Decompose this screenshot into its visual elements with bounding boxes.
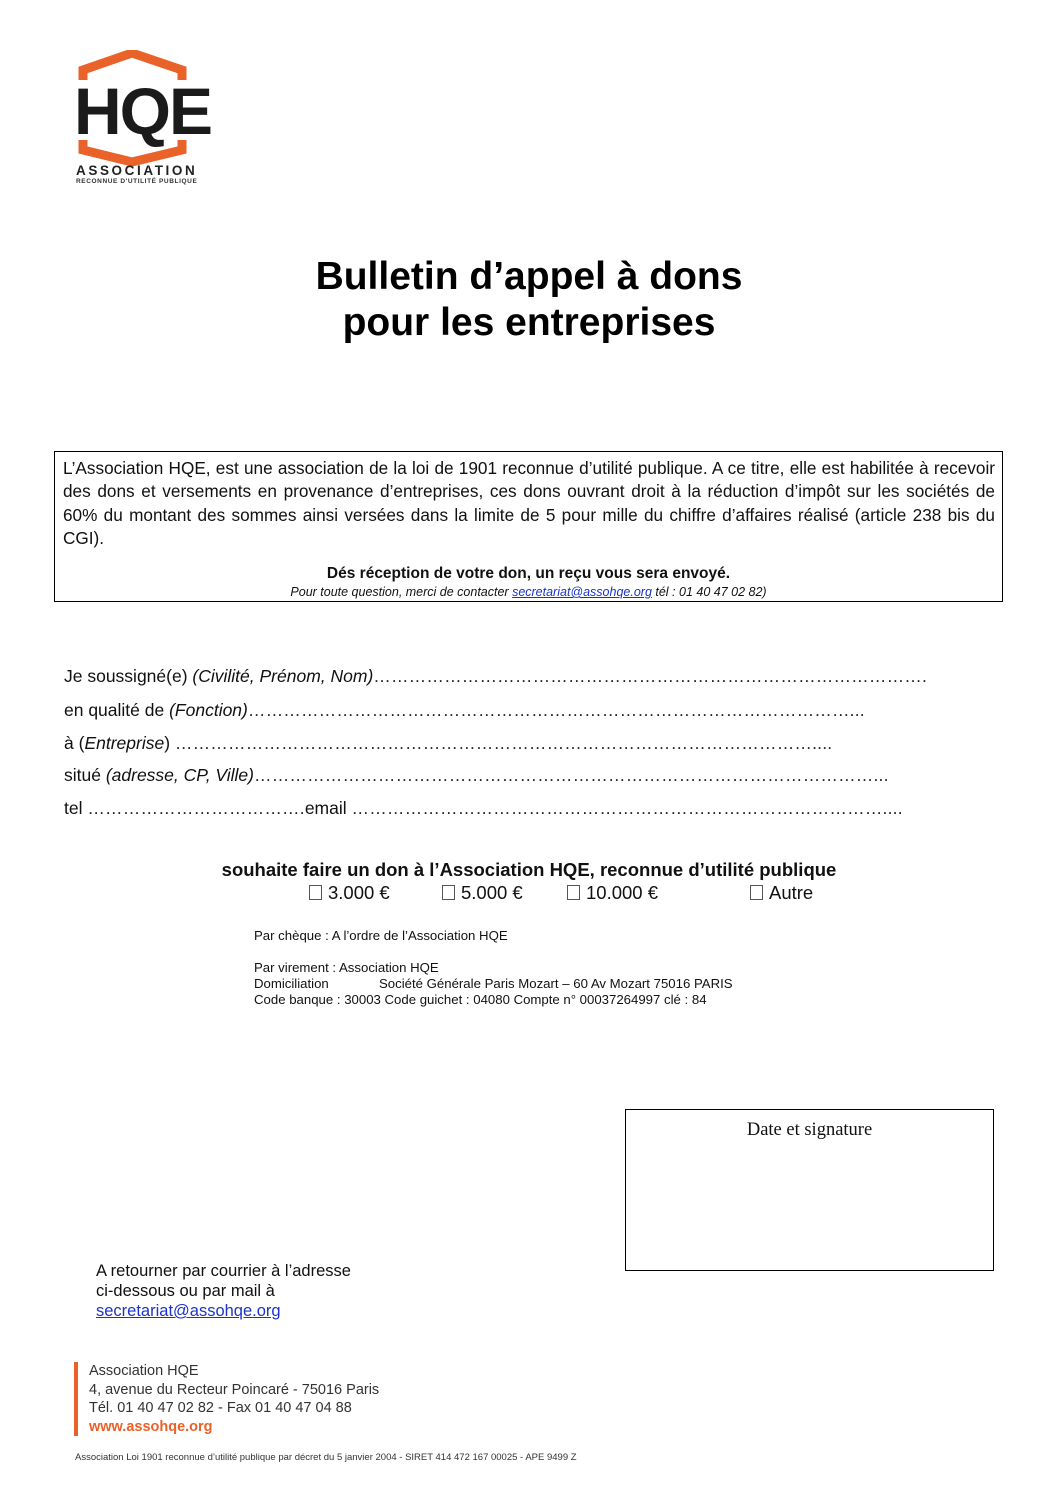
option-label: Autre — [769, 882, 814, 903]
info-paragraph: L’Association HQE, est une association de la loi de 1901 reconnue d’utilité publique. A ce titre, elle est habilitée à recevoir des dons et versements en provenance d’entreprises, ces dons ouvrant droit à la réduction d’impôt sur les sociétés de 60% du montant des sommes ainsi versées dans la limite de 5 pour mille du chiffre d’affaires réalisé (article 238 bis du CGI). — [63, 458, 995, 548]
payment-domiciliation — [254, 976, 733, 992]
tel-dots: ………………………………. — [87, 798, 305, 818]
footer-address — [89, 1362, 379, 1436]
page-title — [0, 254, 1058, 346]
contact-line — [55, 585, 1002, 599]
tel-label: tel — [64, 798, 88, 818]
contact-prefix: Pour toute question, merci de contacter — [290, 585, 513, 599]
signature-box[interactable] — [625, 1109, 994, 1271]
form-line-address[interactable] — [64, 765, 999, 785]
domiciliation-value: Société Générale Paris Mozart – 60 Av Mozart 75016 PARIS — [379, 976, 733, 991]
address-dots: ……………………………………………………………………………………………... — [254, 765, 889, 785]
payment-cheque: Par chèque : A l’ordre de l’Association HQE — [254, 928, 508, 943]
function-dots: …………………………………………………………………………………………... — [247, 700, 865, 720]
checkbox-icon[interactable] — [567, 885, 580, 900]
form-line-function[interactable] — [64, 700, 999, 720]
donation-title: souhaite faire un don à l’Association HQE, reconnue d’utilité publique — [221, 859, 837, 880]
address-hint: (adresse, CP, Ville) — [105, 765, 254, 785]
footer-legal: Association Loi 1901 reconnue d’utilité publique par décret du 5 janvier 2004 - SIRET 414 472 167 00025 - APE 9499 Z — [75, 1452, 577, 1463]
footer-street: 4, avenue du Recteur Poincaré - 75016 Paris — [89, 1381, 380, 1398]
name-hint: (Civilité, Prénom, Nom) — [192, 666, 374, 686]
option-label: 3.000 € — [328, 882, 390, 903]
email-dots: ……………………………………………………………………………….... — [351, 798, 903, 818]
function-hint: (Fonction) — [169, 700, 248, 720]
footer-name: Association HQE — [89, 1363, 199, 1379]
form-line-name[interactable] — [64, 666, 999, 686]
payment-codes: Code banque : 30003 Code guichet : 04080 Compte n° 00037264997 clé : 84 — [254, 992, 707, 1007]
name-label: Je soussigné(e) — [64, 666, 193, 686]
reception-notice: Dés réception de votre don, un reçu vous sera envoyé. — [326, 565, 731, 582]
contact-email-link[interactable]: secretariat@assohqe.org — [512, 585, 652, 599]
domiciliation-label: Domiciliation — [254, 976, 329, 991]
form-line-contact[interactable] — [64, 798, 999, 818]
option-label: 5.000 € — [461, 882, 523, 903]
footer-phone: Tél. 01 40 47 02 82 - Fax 01 40 47 04 88 — [89, 1400, 352, 1416]
company-label: à ( — [64, 733, 85, 753]
checkbox-icon[interactable] — [750, 885, 763, 900]
title-line-2: pour les entreprises — [342, 301, 716, 344]
donation-option-other[interactable] — [750, 882, 813, 904]
return-email-link[interactable]: secretariat@assohqe.org — [96, 1302, 281, 1320]
footer-website[interactable]: www.assohqe.org — [89, 1418, 213, 1435]
hqe-logo — [70, 50, 212, 190]
company-label-close: ) — [164, 733, 175, 753]
checkbox-icon[interactable] — [309, 885, 322, 900]
form-line-company[interactable] — [64, 733, 999, 753]
info-box — [54, 451, 1003, 602]
function-label: en qualité de — [64, 700, 170, 720]
logo-text: HQE — [74, 74, 212, 148]
title-line-1: Bulletin d’appel à dons — [315, 255, 743, 298]
footer-accent-bar — [74, 1362, 78, 1436]
return-line-1: A retourner par courrier à l’adresse — [96, 1262, 351, 1280]
signature-label: Date et signature — [746, 1120, 873, 1140]
donation-option-3000[interactable] — [309, 882, 390, 904]
logo-tagline: RECONNUE D'UTILITÉ PUBLIQUE — [76, 178, 198, 185]
logo-subtitle: ASSOCIATION — [76, 163, 198, 178]
option-label: 10.000 € — [586, 882, 659, 903]
checkbox-icon[interactable] — [442, 885, 455, 900]
name-dots: …………………………………………………………………………………. — [373, 666, 928, 686]
donation-option-10000[interactable] — [567, 882, 658, 904]
address-label: situé — [64, 765, 106, 785]
company-hint: Entreprise — [84, 733, 165, 753]
contact-phone: tél : 01 40 47 02 82) — [651, 585, 767, 599]
email-label: email — [304, 798, 352, 818]
payment-virement: Par virement : Association HQE — [254, 960, 439, 975]
return-line-2: ci-dessous ou par mail à — [96, 1282, 275, 1300]
company-dots: ……………………………………………………………………………………………….... — [174, 733, 833, 753]
return-note — [96, 1261, 351, 1321]
donation-option-5000[interactable] — [442, 882, 523, 904]
